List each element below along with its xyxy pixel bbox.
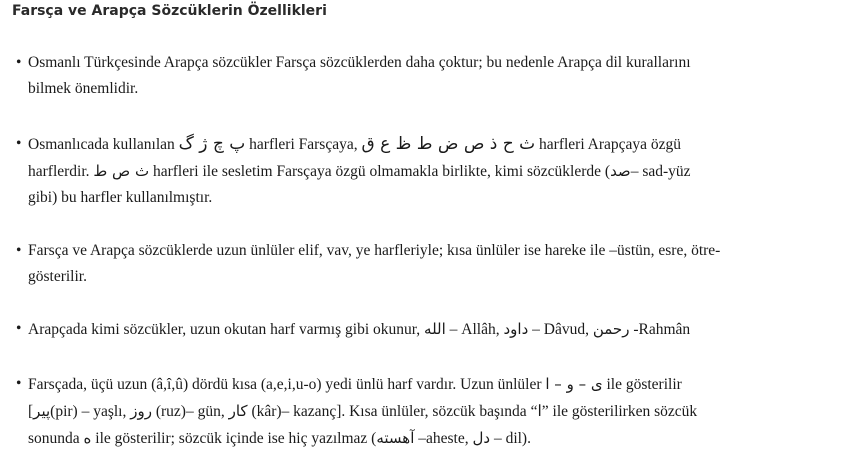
arabic-text: ث ص ط bbox=[93, 162, 150, 180]
arabic-text: ی – و – ا bbox=[545, 375, 603, 393]
list-item-text bbox=[28, 371, 852, 452]
text-run: (ruz)– gün, bbox=[155, 403, 225, 420]
bullet: • bbox=[16, 54, 22, 71]
arabic-text: ه bbox=[83, 429, 92, 447]
text-line bbox=[28, 316, 852, 343]
text-line bbox=[28, 398, 852, 425]
list-item bbox=[16, 371, 852, 452]
arabic-text: ث ح ذ ص ض ط ظ ع ق bbox=[361, 134, 536, 154]
text-run: Osmanlıcada kullanılan bbox=[28, 136, 175, 153]
text-run: ile gösterilir bbox=[606, 376, 682, 393]
arabic-text: داود bbox=[503, 320, 529, 338]
text-run: harfleri ile sesletim Farsçaya özgü olmamakla birlikte, kimi sözcüklerde ( bbox=[152, 163, 611, 180]
text-run: Farsçada, üçü uzun (â,î,û) dördü kısa (a,e,i,u-o) yedi ünlü harf vardır. Uzun ünlüler bbox=[28, 376, 542, 393]
text-line bbox=[28, 371, 852, 398]
text-line bbox=[28, 425, 852, 452]
list-item bbox=[16, 316, 852, 343]
arabic-text: آهسته bbox=[376, 429, 415, 447]
text-run: -Rahmân bbox=[633, 321, 691, 338]
list-item bbox=[16, 238, 852, 290]
list-item bbox=[16, 131, 852, 211]
text-run: harfleri Farsçaya, bbox=[249, 136, 358, 153]
text-run: sonunda bbox=[28, 430, 80, 447]
arabic-text: رحمن bbox=[592, 320, 630, 338]
list-item-text bbox=[28, 316, 852, 343]
text-line: Farsça ve Arapça sözcüklerde uzun ünlüler elif, vav, ye harfleriyle; kısa ünlüler ise hareke ile –üstün, esre, ötre- bbox=[28, 242, 721, 259]
text-run: (pir) – yaşlı, bbox=[50, 403, 127, 420]
text-line: gibi) bu harfler kullanılmıştır. bbox=[28, 189, 213, 206]
arabic-text: پیر bbox=[33, 402, 51, 420]
list-item-text bbox=[28, 50, 852, 102]
text-run: – sad-yüz bbox=[630, 163, 691, 180]
text-line: bilmek önemlidir. bbox=[28, 80, 139, 97]
text-line bbox=[28, 158, 852, 185]
list-item bbox=[16, 50, 852, 102]
text-run: ile gösterilir; sözcük içinde ise hiç yazılmaz ( bbox=[95, 430, 377, 447]
arabic-text: دل bbox=[472, 429, 491, 447]
text-line: Osmanlı Türkçesinde Arapça sözcükler Farsça sözcüklerden daha çoktur; bu nedenle Arapça dil kurallarını bbox=[28, 54, 691, 71]
arabic-text: پ چ ژ گ bbox=[178, 134, 246, 154]
text-run: harflerdir. bbox=[28, 163, 90, 180]
list-item-text bbox=[28, 131, 852, 211]
arabic-text: كار bbox=[228, 402, 248, 420]
text-run: –aheste, bbox=[418, 430, 469, 447]
arabic-text: صد bbox=[610, 162, 631, 180]
arabic-text: روز bbox=[130, 402, 152, 420]
text-run: – Dâvud, bbox=[532, 321, 589, 338]
list-item-text bbox=[28, 238, 852, 290]
section-heading: Farsça ve Arapça Sözcüklerin Özellikleri bbox=[12, 3, 327, 19]
bullet: • bbox=[16, 375, 22, 392]
text-line: gösterilir. bbox=[28, 268, 87, 285]
text-run: (kâr)– kazanç]. Kısa ünlüler, sözcük başında “ا” ile gösterilirken sözcük bbox=[251, 403, 698, 420]
text-line bbox=[28, 131, 852, 158]
text-run: harfleri Arapçaya özgü bbox=[539, 136, 682, 153]
text-run: – dil). bbox=[493, 430, 531, 447]
text-run: – Allâh, bbox=[449, 321, 500, 338]
bullet: • bbox=[16, 135, 22, 152]
bullet: • bbox=[16, 242, 22, 259]
bullet: • bbox=[16, 320, 22, 337]
text-run: Arapçada kimi sözcükler, uzun okutan harf varmış gibi okunur, bbox=[28, 321, 421, 338]
text-run: [ bbox=[28, 403, 34, 420]
arabic-text: الله bbox=[424, 320, 446, 338]
